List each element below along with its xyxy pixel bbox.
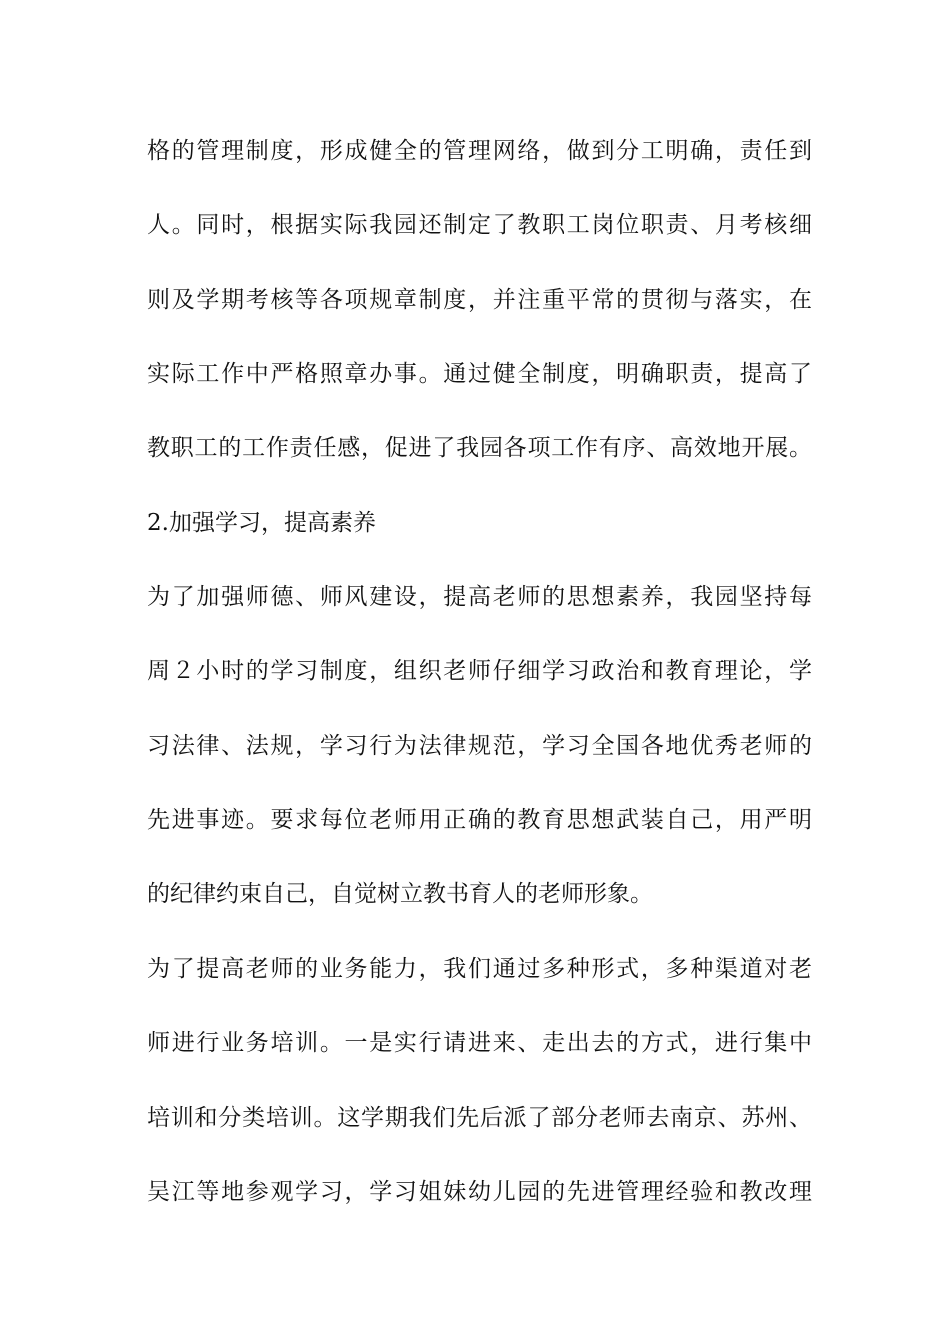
paragraph-line: 先进事迹。要求每位老师用正确的教育思想武装自己，用严明 (147, 807, 812, 833)
paragraph-line: 的纪律约束自己，自觉树立教书育人的老师形象。 (147, 881, 653, 907)
paragraph-line: 为了提高老师的业务能力，我们通过多种形式，多种渠道对老 (147, 956, 812, 982)
paragraph-line: 习法律、法规，学习行为法律规范，学习全国各地优秀老师的 (147, 733, 812, 759)
paragraph-line: 则及学期考核等各项规章制度，并注重平常的贯彻与落实，在 (147, 287, 812, 313)
paragraph-line: 周２小时的学习制度，组织老师仔细学习政治和教育理论，学 (147, 658, 812, 684)
paragraph-line: 格的管理制度，形成健全的管理网络，做到分工明确，责任到 (147, 138, 812, 164)
paragraph-line: 师进行业务培训。一是实行请进来、走出去的方式，进行集中 (147, 1030, 812, 1056)
paragraph-line: 为了加强师德、师风建设，提高老师的思想素养，我园坚持每 (147, 584, 812, 610)
paragraph-line: 培训和分类培训。这学期我们先后派了部分老师去南京、苏州、 (147, 1105, 812, 1131)
paragraph-line: 实际工作中严格照章办事。通过健全制度，明确职责，提高了 (147, 361, 812, 387)
paragraph-line: 人。同时，根据实际我园还制定了教职工岗位职责、月考核细 (147, 212, 812, 238)
paragraph-line: 吴江等地参观学习，学习姐妹幼儿园的先进管理经验和教改理 (147, 1179, 812, 1205)
section-heading: 2.加强学习，提高素养 (147, 510, 376, 536)
paragraph-line: 教职工的工作责任感，促进了我园各项工作有序、高效地开展。 (147, 435, 812, 461)
